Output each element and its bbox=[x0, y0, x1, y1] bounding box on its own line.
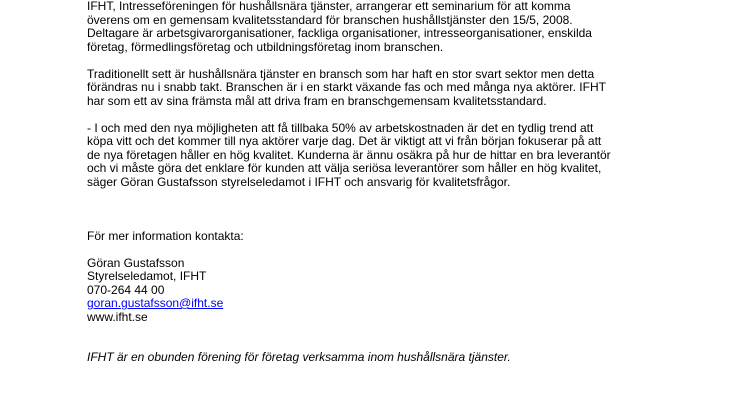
text-line: de nya företagen håller en hög kvalitet. Kunderna är ännu osäkra på hur de hittar en bra leverantör bbox=[87, 147, 611, 162]
contact-email-link[interactable]: goran.gustafsson@ifht.se bbox=[87, 296, 224, 310]
text-line: köpa vitt och det kommer till nya aktörer varje dag. Det är viktigt att vi från början fokuserar på att bbox=[87, 134, 602, 148]
quote-paragraph bbox=[87, 122, 737, 203]
text-line: IFHT, Intresseföreningen för hushållsnära tjänster, arrangerar ett seminarium för att komma bbox=[87, 0, 571, 13]
text-line: har som ett av sina främsta mål att driva fram en branschgemensam kvalitetsstandard. bbox=[87, 93, 547, 108]
text-line: och vi måste göra det enklare för kunden att välja seriösa leverantörer som håller en hög kvalitet, bbox=[87, 161, 602, 175]
footer-tagline: IFHT är en obunden förening för företag verksamma inom hushållsnära tjänster. bbox=[87, 350, 511, 364]
contact-intro: För mer information kontakta: bbox=[87, 228, 244, 243]
press-release bbox=[87, 0, 737, 365]
text-line: företag, förmedlingsföretag och utbildningsföretag inom branschen. bbox=[87, 39, 444, 54]
text-line: förändras nu i snabb takt. Branschen är i en starkt växande fas och med många nya aktörer. IFHT bbox=[87, 80, 606, 94]
background-paragraph bbox=[87, 68, 737, 109]
paragraph-spacer bbox=[87, 108, 737, 122]
contact-intro-block bbox=[87, 230, 737, 244]
contact-name: Göran Gustafsson bbox=[87, 255, 185, 270]
paragraph-spacer bbox=[87, 54, 737, 68]
contact-block bbox=[87, 257, 737, 325]
intro-paragraph bbox=[87, 0, 737, 54]
paragraph-spacer bbox=[87, 324, 737, 351]
footer-block bbox=[87, 351, 737, 365]
text-line: överens om en gemensam kvalitetsstandard för branschen hushållstjänster den 15/5, 2008. bbox=[87, 12, 573, 27]
contact-email-line bbox=[87, 297, 737, 311]
contact-website: www.ifht.se bbox=[87, 309, 148, 324]
paragraph-spacer bbox=[87, 243, 737, 257]
contact-title: Styrelseledamot, IFHT bbox=[87, 269, 207, 283]
text-line: Traditionellt sett är hushållsnära tjänster en bransch som har haft en stor svart sektor men detta bbox=[87, 66, 595, 81]
text-line: säger Göran Gustafsson styrelseledamot i IFHT och ansvarig för kvalitetsfrågor. bbox=[87, 174, 511, 189]
paragraph-spacer bbox=[87, 203, 737, 230]
text-line: Deltagare är arbetsgivarorganisationer, fackliga organisationer, intresseorganisationer, enskilda bbox=[87, 26, 592, 40]
contact-phone: 070-264 44 00 bbox=[87, 282, 165, 297]
text-line bbox=[87, 189, 737, 203]
text-line: - I och med den nya möjligheten att få tillbaka 50% av arbetskostnaden är det en tydlig trend att bbox=[87, 120, 594, 135]
